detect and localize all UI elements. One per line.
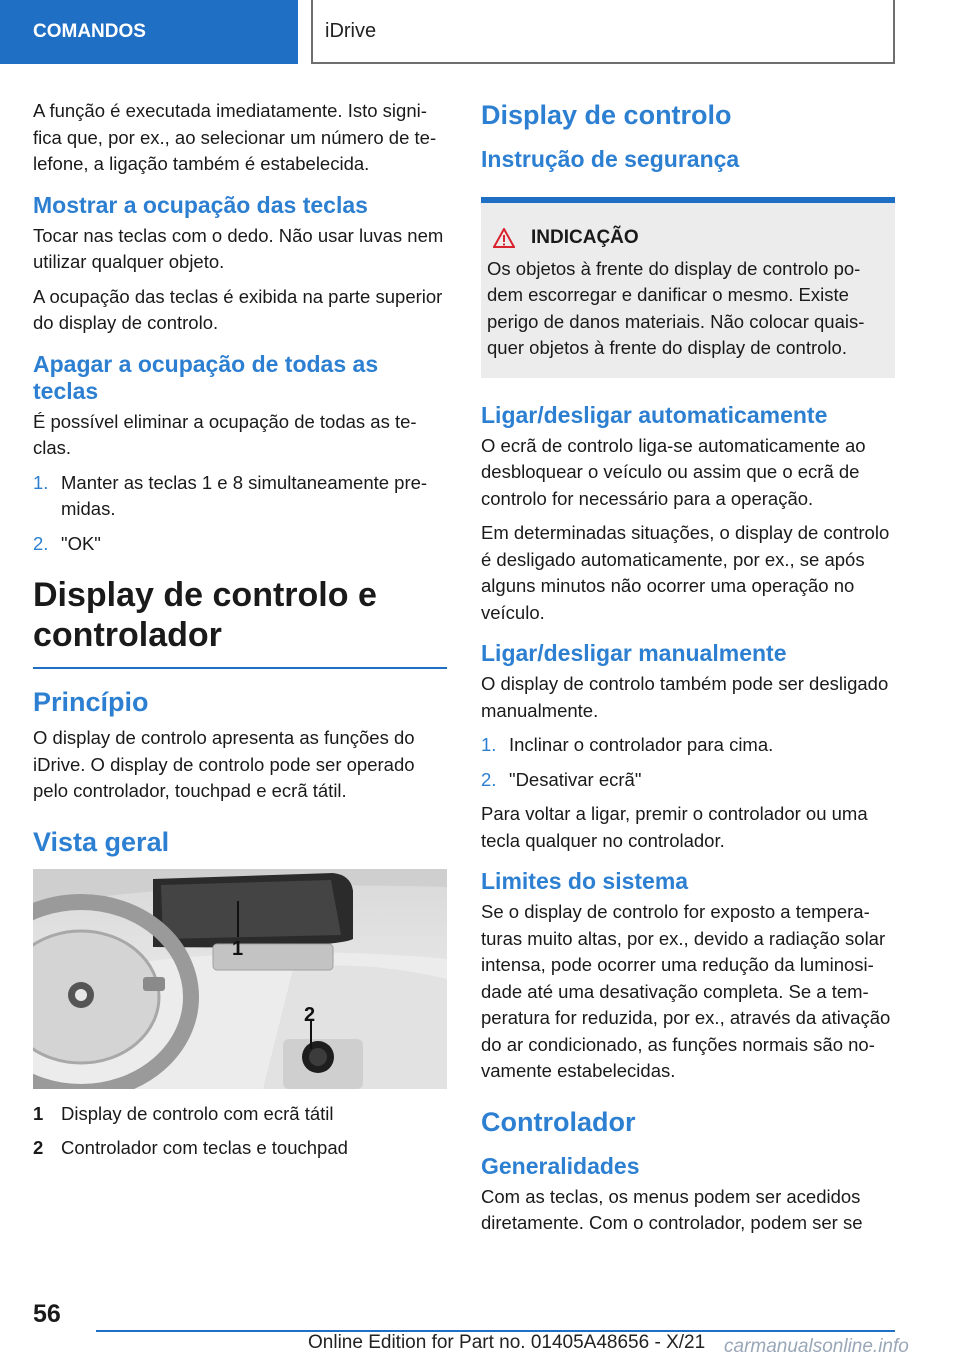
show-keys-paragraph-1: Tocar nas teclas com o dedo. Não usar luvas nem utilizar qualquer objeto. bbox=[33, 224, 444, 272]
show-keys-heading: Mostrar a ocupação das teclas bbox=[33, 191, 368, 218]
legend-number: 1 bbox=[33, 1102, 44, 1124]
principle-paragraph: O display de controlo apresenta as funções do iDrive. O display de controlo pode ser operado pelo controlador, touchpad e ecrã tátil. bbox=[33, 727, 415, 801]
notice-label: INDICAÇÃO bbox=[531, 227, 639, 248]
display-heading: Display de controlo bbox=[481, 100, 732, 130]
step-text: Inclinar o controlador para cima. bbox=[509, 734, 774, 755]
safety-heading: Instrução de segurança bbox=[481, 146, 740, 172]
figure-legend bbox=[33, 1101, 447, 1162]
list-item bbox=[33, 1135, 447, 1162]
legend-text: Display de controlo com ecrã tátil bbox=[61, 1102, 334, 1124]
general-paragraph: Com as teclas, os menus podem ser acedidos diretamente. Com o controlador, podem ser se bbox=[481, 1185, 863, 1233]
list-item bbox=[481, 767, 895, 794]
manual-paragraph-1: O display de controlo também pode ser desligado manualmente. bbox=[481, 673, 889, 721]
cockpit-illustration bbox=[33, 869, 447, 1089]
limits-paragraph: Se o display de controlo for exposto a temperaturas muito altas, por ex., devido a radiação solar intensa, pode ocorrer uma redução da luminosidade até uma desativação completa. Se a temperatura for reduzida, por ex., através da ativação do ar condicionado, as funções normais são novamente estabelecidas. bbox=[481, 901, 891, 1081]
chapter-header bbox=[311, 0, 895, 64]
notice-text: Os objetos à frente do display de controlo podem escorregar e danificar o mesmo. Existe perigo de danos materiais. Não colocar quaisquer objetos à frente do display de controlo. bbox=[487, 257, 865, 358]
clear-keys-heading: Apagar a ocupação de todas as teclas bbox=[33, 350, 379, 404]
auto-heading: Ligar/desligar automaticamente bbox=[481, 401, 828, 428]
manual-paragraph-2: Para voltar a ligar, premir o controlador ou uma tecla qualquer no controlador. bbox=[481, 803, 868, 851]
step-text: "OK" bbox=[61, 532, 101, 554]
step-text: Manter as teclas 1 e 8 simultaneamente premidas. bbox=[61, 471, 428, 519]
chapter-title: iDrive bbox=[325, 19, 377, 42]
page-number: 56 bbox=[33, 1300, 61, 1328]
watermark: carmanualsonline.info bbox=[724, 1336, 909, 1357]
notice-title bbox=[487, 225, 889, 252]
section-divider bbox=[33, 667, 447, 669]
intro-paragraph: A função é executada imediatamente. Isto significa que, por ex., ao selecionar um número de telefone, a ligação também é estabelecida. bbox=[33, 100, 437, 174]
manual-steps bbox=[481, 732, 895, 793]
cockpit-drawing bbox=[33, 869, 447, 1089]
list-item bbox=[33, 531, 447, 558]
step-number: 2. bbox=[481, 768, 497, 790]
section-tab: COMANDOS bbox=[0, 0, 298, 64]
overview-heading: Vista geral bbox=[33, 826, 170, 857]
main-section-title: Display de controlo e controlador bbox=[33, 576, 377, 654]
edition-note: Online Edition for Part no. 01405A48656 - X/21 bbox=[308, 1332, 706, 1353]
principle-heading: Princípio bbox=[33, 687, 149, 717]
show-keys-paragraph-2: A ocupação das teclas é exibida na parte superior do display de controlo. bbox=[33, 285, 443, 333]
step-number: 1. bbox=[33, 471, 49, 493]
controller-heading: Controlador bbox=[481, 1106, 636, 1137]
clear-keys-steps bbox=[33, 470, 447, 558]
step-number: 2. bbox=[33, 532, 49, 554]
auto-paragraph-1: O ecrã de controlo liga-se automaticamente ao desbloquear o veículo ou assim que o ecrã de controlo for necessário para a operação. bbox=[481, 434, 866, 509]
limits-heading: Limites do sistema bbox=[481, 868, 689, 894]
callout-2: 2 bbox=[304, 1003, 316, 1026]
list-item bbox=[33, 1101, 447, 1128]
manual-heading: Ligar/desligar manualmente bbox=[481, 640, 787, 666]
legend-text: Controlador com teclas e touchpad bbox=[61, 1137, 348, 1158]
warning-triangle-icon bbox=[493, 228, 515, 248]
callout-1: 1 bbox=[232, 937, 244, 960]
step-text: "Desativar ecrã" bbox=[509, 768, 642, 790]
right-column bbox=[481, 98, 895, 1245]
legend-number: 2 bbox=[33, 1137, 44, 1158]
left-column bbox=[33, 98, 447, 1170]
general-heading: Generalidades bbox=[481, 1152, 640, 1179]
step-number: 1. bbox=[481, 734, 497, 755]
list-item bbox=[481, 732, 895, 759]
list-item bbox=[33, 470, 447, 523]
notice-box bbox=[481, 203, 895, 378]
auto-paragraph-2: Em determinadas situações, o display de controlo é desligado automaticamente, por ex., se após alguns minutos não ocorrer uma operação no veículo. bbox=[481, 522, 890, 623]
clear-keys-paragraph: É possível eliminar a ocupação de todas as teclas. bbox=[33, 410, 417, 458]
